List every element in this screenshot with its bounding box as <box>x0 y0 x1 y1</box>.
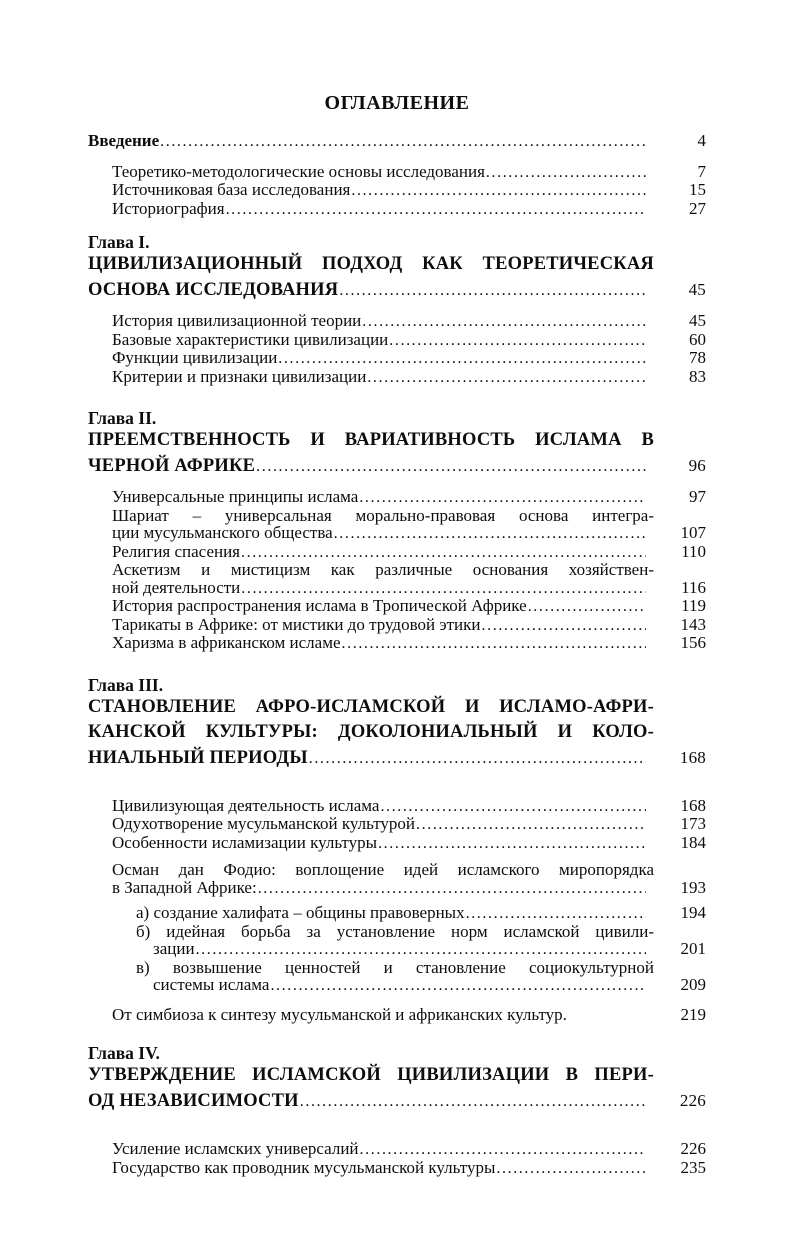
dot-leader <box>226 201 646 219</box>
toc-entry <box>88 634 706 653</box>
chapter-title-entry <box>88 745 706 771</box>
page-number: 116 <box>681 577 706 597</box>
toc-entry <box>88 616 706 635</box>
dot-leader <box>416 816 646 834</box>
page-number: 226 <box>679 1091 706 1110</box>
entry-label: Источниковая база исследования <box>112 180 351 199</box>
toc-subentry-v-continuation <box>88 976 706 995</box>
dot-leader <box>309 746 646 771</box>
page-number: 45 <box>689 311 706 330</box>
dot-leader <box>270 977 646 995</box>
dot-leader <box>258 880 646 898</box>
page-number: 45 <box>688 280 706 299</box>
dot-leader <box>466 905 646 923</box>
chapter-title-line: ПРЕЕМСТВЕННОСТЬ И ВАРИАТИВНОСТЬ ИСЛАМА В <box>88 430 654 450</box>
toc-subentry-b-wrapped-line: б) идейная борьба за установление норм исламской цивили- <box>136 921 654 941</box>
toc-entry <box>88 797 706 816</box>
toc-entry <box>88 597 706 616</box>
toc-entry <box>88 331 706 350</box>
dot-leader <box>334 525 646 543</box>
dot-leader <box>380 798 646 816</box>
page-number: 168 <box>680 795 706 815</box>
entry-label: НИАЛЬНЫЙ ПЕРИОДЫ <box>88 747 308 768</box>
toc-entry <box>88 543 706 562</box>
chapter-title-entry <box>88 1088 706 1114</box>
entry-label: ции мусульманского общества <box>112 523 333 542</box>
chapter-label: Глава I. <box>88 232 150 252</box>
toc-entry-continuation <box>88 879 706 898</box>
toc-entry-wrapped-line: Аскетизм и мистицизм как различные основания хозяйствен- <box>112 560 654 579</box>
entry-label: Религия спасения <box>112 541 240 561</box>
entry-label: Универсальные принципы ислама <box>112 487 359 506</box>
dot-leader <box>389 332 646 350</box>
page-number: 173 <box>680 814 706 833</box>
entry-label: Базовые характеристики цивилизации <box>112 329 389 349</box>
toc-entry <box>88 815 706 834</box>
dot-leader <box>482 617 646 635</box>
entry-label: От симбиоза к синтезу мусульманской и африканских культур. <box>112 1004 567 1024</box>
entry-label: ЧЕРНОЙ АФРИКЕ <box>88 456 256 476</box>
chapter-label: Глава II. <box>88 408 157 428</box>
dot-leader <box>300 1089 646 1114</box>
dot-leader <box>528 598 646 616</box>
entry-label: Усиление исламских универсалий <box>112 1139 359 1158</box>
entry-label: Критерии и признаки цивилизации <box>112 366 367 386</box>
chapter-title-entry <box>88 453 706 479</box>
page-number: 15 <box>689 180 706 199</box>
page-number: 7 <box>697 161 706 181</box>
chapter-title-entry <box>88 277 706 303</box>
page-number: 184 <box>680 832 706 852</box>
entry-label: зации <box>153 939 195 958</box>
entry-label: Цивилизующая деятельность ислама <box>112 795 380 815</box>
page-number: 201 <box>680 939 706 958</box>
toc-entry <box>88 368 706 387</box>
page-number: 226 <box>680 1139 706 1158</box>
page-number: 97 <box>689 487 706 506</box>
page-number: 168 <box>679 747 706 767</box>
dot-leader <box>339 278 646 303</box>
dot-leader <box>360 1141 646 1159</box>
toc-entry-introduction <box>88 132 706 151</box>
toc-entry <box>88 349 706 368</box>
chapter-label: Глава IV. <box>88 1043 160 1063</box>
chapter-label: Глава III. <box>88 674 164 695</box>
toc-subentry-b-continuation <box>88 940 706 959</box>
page-number: 96 <box>688 456 706 475</box>
toc-entry <box>88 200 706 219</box>
dot-leader <box>359 489 646 507</box>
entry-label: Введение <box>88 131 160 150</box>
toc-entry <box>88 163 706 182</box>
dot-leader <box>196 941 646 959</box>
entry-label: а) создание халифата – общины правоверных <box>136 903 465 922</box>
entry-label: ОСНОВА ИССЛЕДОВАНИЯ <box>88 280 339 300</box>
page-number: 110 <box>681 541 706 561</box>
entry-label: Государство как проводник мусульманской культуры <box>112 1157 496 1177</box>
dot-leader <box>160 133 646 151</box>
page-number: 194 <box>680 903 706 922</box>
chapter-title-line: ЦИВИЛИЗАЦИОННЫЙ ПОДХОД КАК ТЕОРЕТИЧЕСКАЯ <box>88 254 654 274</box>
entry-label: ной деятельности <box>112 577 241 597</box>
page-number: 156 <box>680 633 706 652</box>
entry-label: Теоретико-методологические основы исследования <box>112 161 485 181</box>
entry-label: в Западной Африке: <box>112 877 257 897</box>
toc-subentry-a <box>88 904 706 923</box>
dot-leader <box>278 350 646 368</box>
toc-entry <box>88 488 706 507</box>
toc-entry-no-leader <box>88 1006 706 1024</box>
page-number: 119 <box>681 596 706 615</box>
dot-leader <box>256 454 646 479</box>
dot-leader <box>362 313 646 331</box>
toc-entry-continuation <box>88 579 706 598</box>
entry-label: ОД НЕЗАВИСИМОСТИ <box>88 1091 299 1111</box>
page-number: 235 <box>680 1157 706 1177</box>
page-number: 209 <box>680 975 706 994</box>
entry-label: Харизма в африканском исламе <box>112 633 341 652</box>
page-title: ОГЛАВЛЕНИЕ <box>324 92 470 114</box>
chapter-title-line: СТАНОВЛЕНИЕ АФРО-ИСЛАМСКОЙ И ИСЛАМО-АФРИ- <box>88 696 654 717</box>
page-number: 193 <box>680 877 706 897</box>
dot-leader <box>486 164 646 182</box>
page-number: 219 <box>680 1004 706 1024</box>
toc-entry <box>88 834 706 853</box>
toc-entry <box>88 181 706 200</box>
entry-label: Историография <box>112 198 225 218</box>
entry-label: История цивилизационной теории <box>112 311 362 330</box>
dot-leader <box>351 182 646 200</box>
page-number: 4 <box>697 131 706 150</box>
dot-leader <box>367 369 646 387</box>
dot-leader <box>342 635 646 653</box>
chapter-title-line: УТВЕРЖДЕНИЕ ИСЛАМСКОЙ ЦИВИЛИЗАЦИИ В ПЕРИ- <box>88 1065 654 1085</box>
dot-leader <box>496 1160 646 1178</box>
page-number: 83 <box>689 366 706 386</box>
dot-leader <box>241 544 646 562</box>
chapter-title-line: КАНСКОЙ КУЛЬТУРЫ: ДОКОЛОНИАЛЬНЫЙ И КОЛО- <box>88 721 654 742</box>
entry-label: Функции цивилизации <box>112 348 278 367</box>
entry-label: История распространения ислама в Тропической Африке <box>112 596 527 615</box>
page-number: 78 <box>689 348 706 367</box>
toc-entry-wrapped-line: Шариат – универсальная морально-правовая основа интегра- <box>112 505 654 525</box>
dot-leader <box>241 580 646 598</box>
entry-label: Тарикаты в Африке: от мистики до трудовой этики <box>112 614 481 634</box>
toc-entry <box>88 1140 706 1159</box>
dot-leader <box>378 835 646 853</box>
page-number: 107 <box>680 523 706 542</box>
entry-label: Особенности исламизации культуры <box>112 832 378 852</box>
toc-entry <box>88 312 706 331</box>
entry-label: системы ислама <box>153 975 270 994</box>
entry-label: Одухотворение мусульманской культурой <box>112 814 416 833</box>
page-number: 143 <box>680 614 706 634</box>
toc-entry <box>88 1159 706 1178</box>
toc-entry-continuation <box>88 524 706 543</box>
toc-subentry-v-wrapped-line: в) возвышение ценностей и становление социокультурной <box>136 957 654 977</box>
page-number: 27 <box>689 198 706 218</box>
toc-entry-wrapped-line: Осман дан Фодио: воплощение идей исламского миропорядка <box>112 860 654 879</box>
page-number: 60 <box>689 329 706 349</box>
